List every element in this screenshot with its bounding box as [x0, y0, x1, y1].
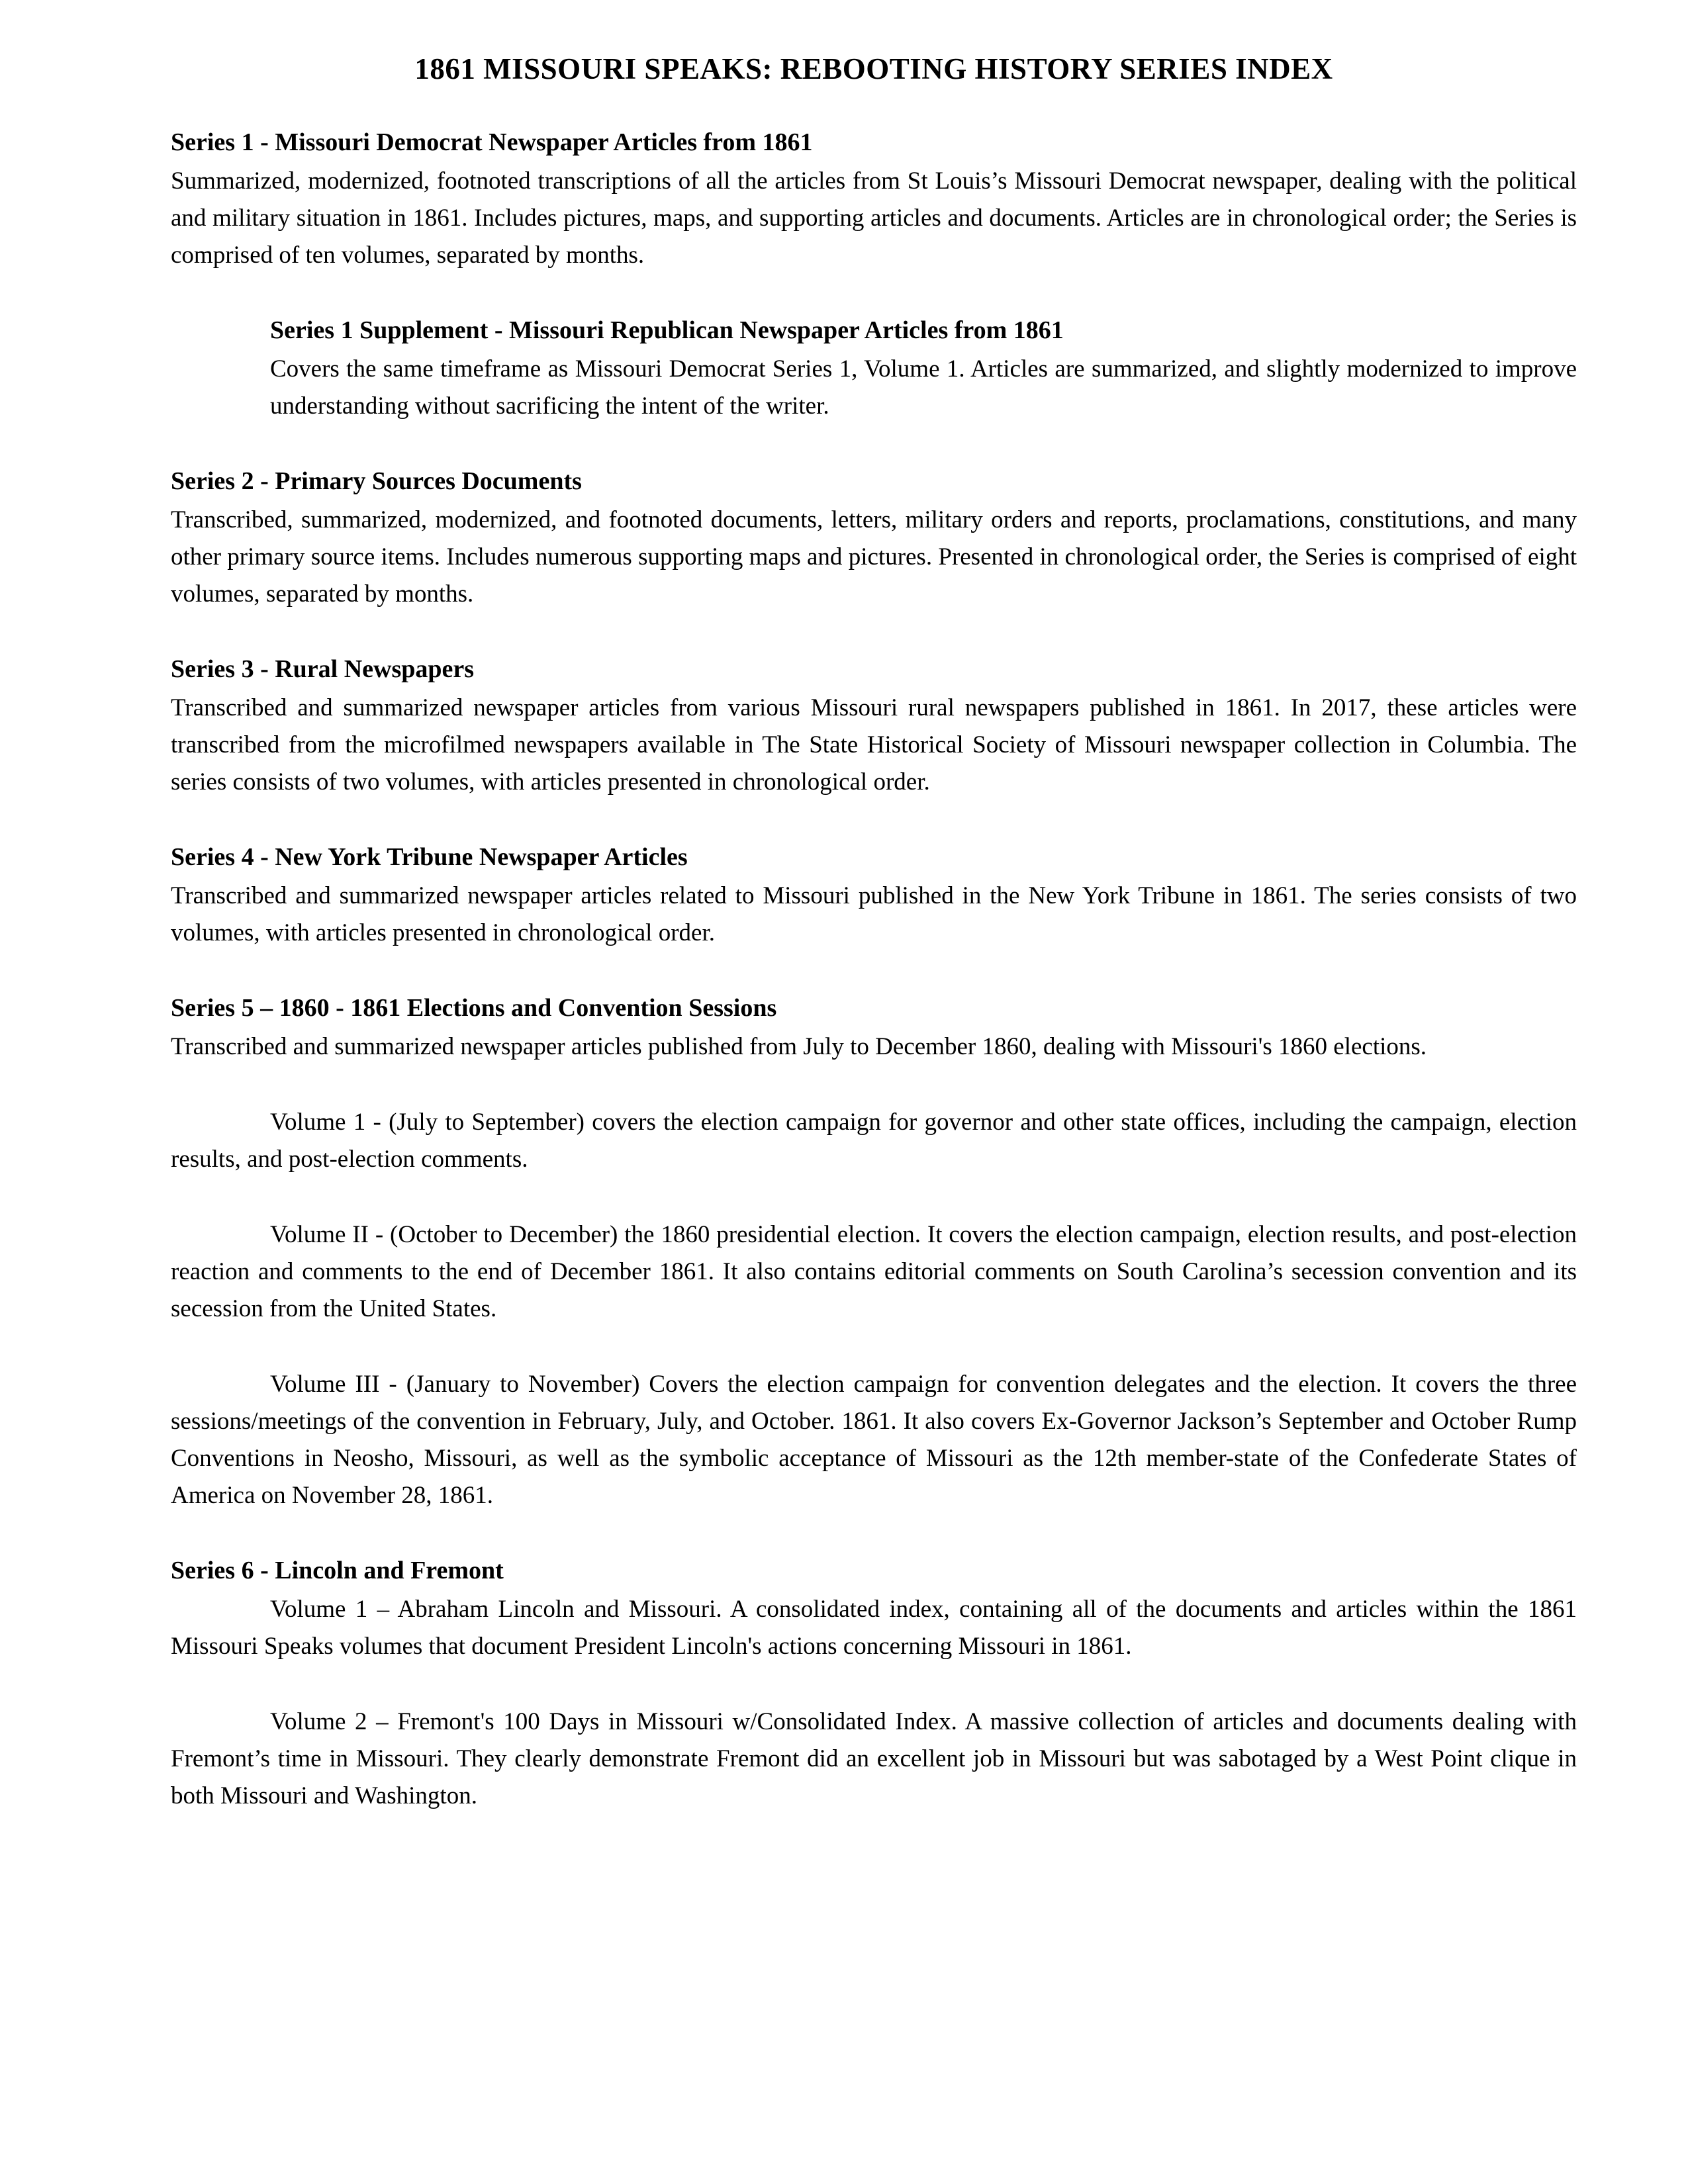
section-series-3 — [171, 653, 1577, 801]
section-heading-series-4: Series 4 - New York Tribune Newspaper Articles — [171, 843, 688, 871]
section-series-1-supplement — [270, 314, 1577, 425]
section-body-series-2: Transcribed, summarized, modernized, and footnoted documents, letters, military orders and reports, proclamations, constitutions, and many other primary source items. Includes numerous supporting maps and pictures. Presented in chronological order, the Series is comprised of eight volumes, separated by months. — [171, 506, 1577, 608]
section-body-series-4: Transcribed and summarized newspaper articles related to Missouri published in the New York Tribune in 1861. The series consists of two volumes, with articles presented in chronological order. — [171, 882, 1577, 946]
section-series-4 — [171, 841, 1577, 952]
section-series-5 — [171, 991, 1577, 1514]
volume-paragraph-series-5-3: Volume III - (January to November) Covers the election campaign for convention delegates and the election. It covers the three sessions/meetings of the convention in February, July, and October. 1861. It also covers Ex-Governor Jackson’s September and October Rump Conventions in Neosho, Missouri, as well as the symbolic acceptance of Missouri as the 12th member-state of the Confederate States of America on November 28, 1861. — [171, 1371, 1577, 1509]
volume-paragraph-series-5-2: Volume II - (October to December) the 1860 presidential election. It covers the election campaign, election results, and post-election reaction and comments to the end of December 1861. It also contains editorial comments on South Carolina’s secession convention and its secession from the United States. — [171, 1221, 1577, 1322]
section-body-series-1: Summarized, modernized, footnoted transcriptions of all the articles from St Louis’s Missouri Democrat newspaper, dealing with the political and military situation in 1861. Includes pictures, maps, and supporting articles and documents. Articles are in chronological order; the Series is comprised of ten volumes, separated by months. — [171, 167, 1577, 269]
section-heading-series-6: Series 6 - Lincoln and Fremont — [171, 1557, 504, 1584]
volume-paragraph-series-5-1: Volume 1 - (July to September) covers the election campaign for governor and other state offices, including the campaign, election results, and post-election comments. — [171, 1109, 1577, 1173]
section-heading-series-1: Series 1 - Missouri Democrat Newspaper Articles from 1861 — [171, 128, 813, 156]
section-body-series-1-supplement: Covers the same timeframe as Missouri Democrat Series 1, Volume 1. Articles are summarized, and slightly modernized to improve understanding without sacrificing the intent of the writer. — [270, 355, 1577, 420]
volume-paragraph-series-6-2: Volume 2 – Fremont's 100 Days in Missouri w/Consolidated Index. A massive collection of articles and documents dealing with Fremont’s time in Missouri. They clearly demonstrate Fremont did an excellent job in Missouri but was sabotaged by a West Point clique in both Missouri and Washington. — [171, 1708, 1577, 1809]
section-heading-series-1-supplement: Series 1 Supplement - Missouri Republican Newspaper Articles from 1861 — [270, 316, 1064, 344]
sections-container — [171, 126, 1577, 1815]
section-heading-series-5: Series 5 – 1860 - 1861 Elections and Convention Sessions — [171, 994, 777, 1022]
section-series-6 — [171, 1554, 1577, 1815]
section-series-1 — [171, 126, 1577, 274]
section-series-2 — [171, 465, 1577, 613]
volume-paragraph-series-6-1: Volume 1 – Abraham Lincoln and Missouri. A consolidated index, containing all of the documents and articles within the 1861 Missouri Speaks volumes that document President Lincoln's actions concerning Missouri in 1861. — [171, 1596, 1577, 1660]
section-heading-series-2: Series 2 - Primary Sources Documents — [171, 467, 582, 495]
section-body-series-3: Transcribed and summarized newspaper articles from various Missouri rural newspapers published in 1861. In 2017, these articles were transcribed from the microfilmed newspapers available in The State Historical Society of Missouri newspaper collection in Columbia. The series consists of two volumes, with articles presented in chronological order. — [171, 694, 1577, 796]
section-body-series-5: Transcribed and summarized newspaper articles published from July to December 1860, dealing with Missouri's 1860 elections. — [171, 1033, 1427, 1060]
section-heading-series-3: Series 3 - Rural Newspapers — [171, 655, 475, 683]
page-title: 1861 MISSOURI SPEAKS: REBOOTING HISTORY SERIES INDEX — [414, 52, 1333, 85]
